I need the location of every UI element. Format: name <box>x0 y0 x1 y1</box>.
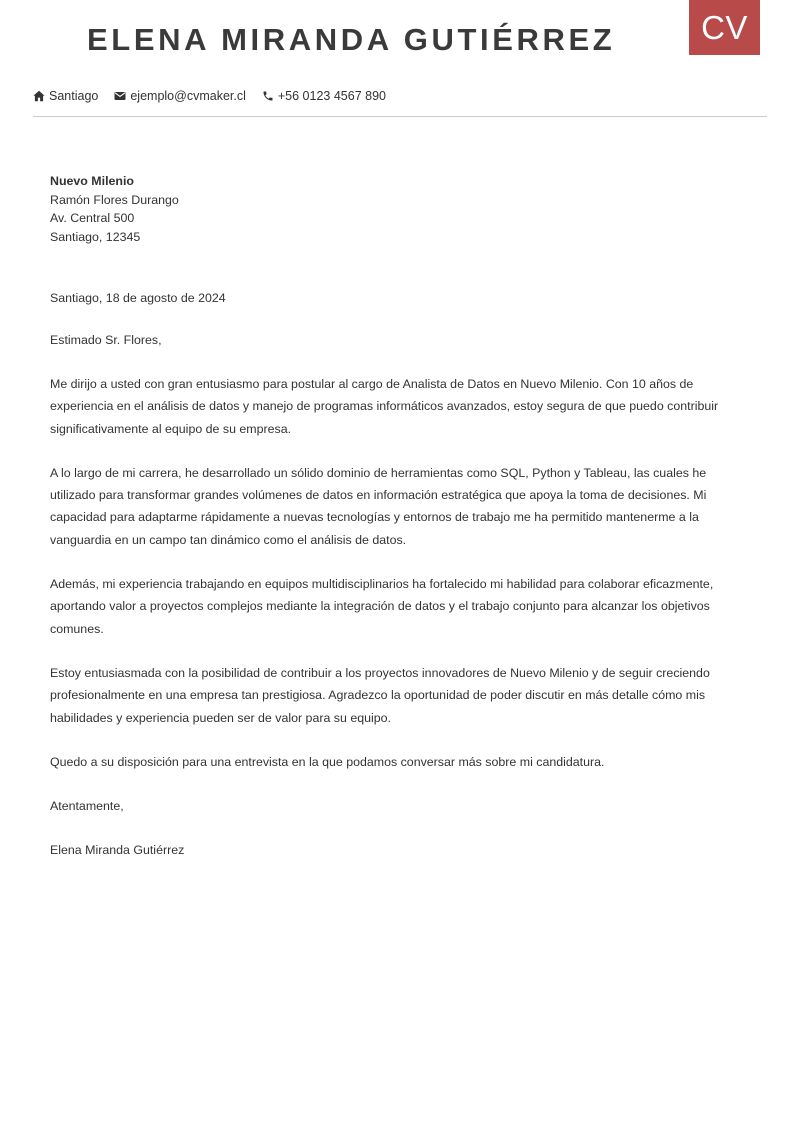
salutation: Estimado Sr. Flores, <box>50 333 162 347</box>
recipient-city: Santiago, 12345 <box>50 229 141 244</box>
body-paragraph: A lo largo de mi carrera, he desarrollado un sólido dominio de herramientas como SQL, Python y Tableau, las cuales he utilizado para transformar grandes volúmenes de datos en información estratégica que apoya la toma de decisiones. Mi capacidad para adaptarme rápidamente a nuevas tecnologías y entornos de trabajo me ha permitido mantenerme a la vanguardia en un campo tan dinámico como el análisis de datos. <box>50 465 707 547</box>
contact-bar <box>33 89 402 103</box>
email-link[interactable]: ejemplo@cvmaker.cl <box>130 89 246 103</box>
body-paragraph: Me dirijo a usted con gran entusiasmo para postular al cargo de Analista de Datos en Nuevo Milenio. Con 10 años de experiencia en el análisis de datos y manejo de programas informáticos avanzados, estoy segura de que puedo contribuir significativamente al equipo de su empresa. <box>50 377 719 436</box>
contact-email <box>114 89 246 103</box>
recipient-street: Av. Central 500 <box>50 211 135 225</box>
applicant-name: ELENA MIRANDA GUTIÉRREZ <box>87 22 616 57</box>
header-divider <box>33 116 767 117</box>
recipient-block <box>50 172 735 246</box>
body-paragraph: Quedo a su disposición para una entrevista en la que podamos conversar más sobre mi candidatura. <box>50 754 605 769</box>
recipient-person: Ramón Flores Durango <box>50 192 179 207</box>
closing: Atentamente, <box>50 799 124 814</box>
contact-phone <box>262 89 386 103</box>
phone-text: +56 0123 4567 890 <box>277 89 386 103</box>
recipient-company: Nuevo Milenio <box>50 174 134 188</box>
contact-location <box>33 89 98 103</box>
letter-date: Santiago, 18 de agosto de 2024 <box>50 291 226 305</box>
body-paragraph: Estoy entusiasmada con la posibilidad de contribuir a los proyectos innovadores de Nuevo Milenio y de seguir creciendo profesionalmente en una empresa tan prestigiosa. Agradezco la oportunidad de poder discutir en más detalle cómo mis habilidades y experiencia pueden ser de valor para su equipo. <box>50 665 710 725</box>
cover-letter <box>50 172 735 861</box>
home-icon <box>33 90 45 102</box>
location-text: Santiago <box>49 89 99 103</box>
phone-icon <box>262 90 274 102</box>
signature-name: Elena Miranda Gutiérrez <box>50 843 185 858</box>
envelope-icon <box>114 91 126 101</box>
cv-badge: CV <box>689 0 760 55</box>
body-paragraph: Además, mi experiencia trabajando en equipos multidisciplinarios ha fortalecido mi habilidad para colaborar eficazmente, aportando valor a proyectos complejos mediante la integración de datos y el trabajo conjunto para alcanzar los objetivos comunes. <box>50 577 714 636</box>
